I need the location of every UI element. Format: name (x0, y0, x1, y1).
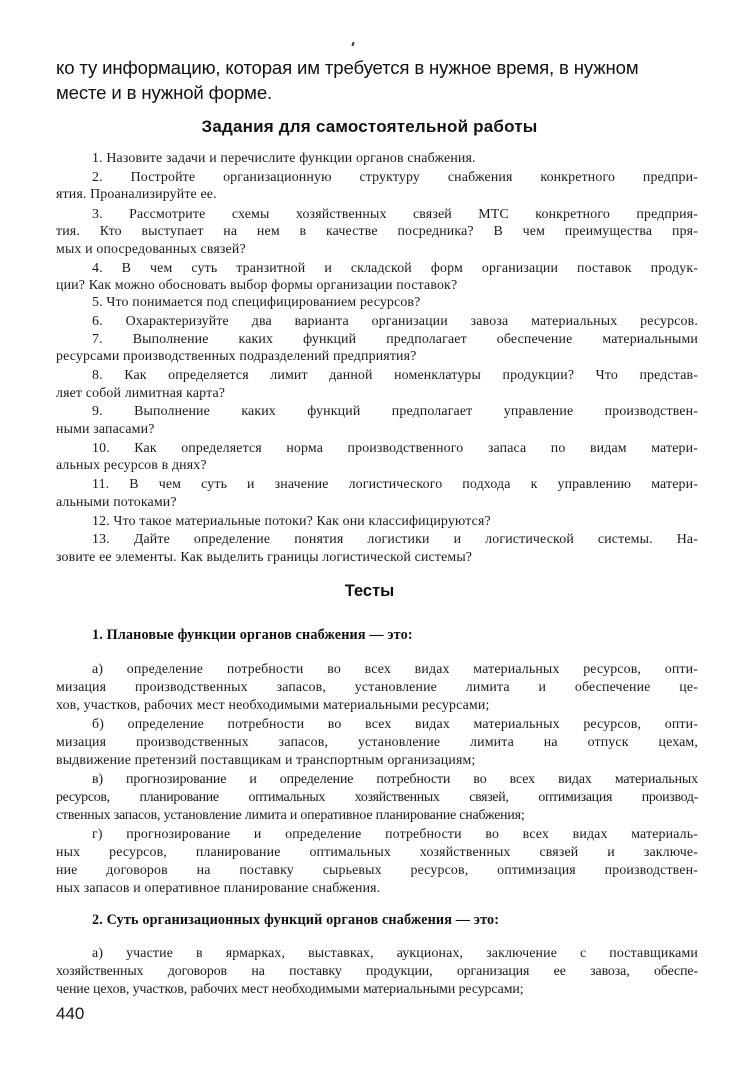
task-line: 11. В чем суть и значение логистического подхода к управлению матери- (92, 477, 698, 492)
answer-line: ние договоров на поставку сырьевых ресурсов, оптимизация производствен- (56, 863, 698, 878)
task-line: 13. Дайте определение понятия логистики и логистической системы. На- (92, 532, 698, 547)
task-line: ляет собой лимитная карта? (56, 386, 226, 401)
task-line: 6. Охарактеризуйте два варианта организации завоза материальных ресурсов. (92, 314, 698, 329)
task-line: тия. Кто выступает на нем в качестве посредника? В чем преимущества пря- (56, 224, 698, 239)
task-line: 7. Выполнение каких функций предполагает обеспечение материальными (92, 332, 698, 347)
answer-line: хов, участков, рабочих мест необходимыми материальными ресурсами; (56, 698, 490, 713)
page-number: 440 (56, 1004, 85, 1023)
tests-heading: Тесты (344, 582, 395, 600)
question-2-title: 2. Суть организационных функций органов снабжения — это: (92, 912, 500, 928)
task-line: ными запасами? (56, 422, 155, 437)
answer-line: мизация производственных запасов, установление лимита и обеспечение це- (56, 680, 698, 695)
task-line: 4. В чем суть транзитной и складской форм организации поставок продук- (92, 261, 698, 276)
task-line: 9. Выполнение каких функций предполагает управление производствен- (92, 404, 698, 419)
task-line: 2. Постройте организационную структуру снабжения конкретного предпри- (92, 170, 698, 185)
answer-line: ственных запасов, установление лимита и оперативное планирование снабжения; (56, 808, 525, 823)
task-line: 8. Как определяется лимит данной номенклатуры продукции? Что представ- (92, 368, 698, 383)
task-line: 5. Что понимается под специфицированием ресурсов? (92, 295, 421, 310)
task-line: мых и опосредованных связей? (56, 242, 246, 257)
answer-line: г) прогнозирование и определение потребности во всех видах материаль- (92, 827, 698, 842)
intro-line-1: ко ту информацию, которая им требуется в нужное время, в нужном (56, 57, 639, 78)
task-line: 12. Что такое материальные потоки? Как они классифицируются? (92, 514, 491, 529)
answer-line: мизация производственных запасов, установление лимита на отпуск цехам, (56, 735, 698, 750)
scan-speck (351, 42, 354, 46)
task-line: ятия. Проанализируйте ее. (56, 187, 217, 202)
answer-line: хозяйственных договоров на поставку продукции, организация ее завоза, обеспе- (56, 964, 698, 979)
task-line: ресурсами производственных подразделений предприятия? (56, 349, 417, 364)
answer-line: чение цехов, участков, рабочих мест необходимыми материальными ресурсами; (56, 982, 524, 997)
intro-line-2: месте и в нужной форме. (56, 82, 273, 103)
answer-line: а) определение потребности во всех видах материальных ресурсов, опти- (92, 662, 698, 677)
answer-line: ресурсов, планирование оптимальных хозяйственных связей, оптимизация производ- (56, 790, 698, 805)
answer-line: в) прогнозирование и определение потребности во всех видах материальных (92, 772, 698, 787)
answer-line: ных ресурсов, планирование оптимальных хозяйственных связей и заключе- (56, 845, 698, 860)
answer-line: а) участие в ярмарках, выставках, аукционах, заключение с поставщиками (92, 946, 698, 961)
answer-line: б) определение потребности во всех видах материальных ресурсов, опти- (92, 717, 698, 732)
task-line: ции? Как можно обосновать выбор формы организации поставок? (56, 278, 458, 293)
task-line: альными потоками? (56, 495, 177, 510)
answer-line: ных запасов и оперативное планирование снабжения. (56, 881, 381, 896)
answer-line: выдвижение претензий поставщикам и транспортным организациям; (56, 753, 476, 768)
task-line: 10. Как определяется норма производственного запаса по видам матери- (92, 441, 698, 456)
task-line: альных ресурсов в днях? (56, 458, 207, 473)
task-line: 1. Назовите задачи и перечислите функции органов снабжения. (92, 151, 476, 166)
tasks-heading: Задания для самостоятельной работы (201, 117, 538, 136)
task-line: 3. Рассмотрите схемы хозяйственных связей МТС конкретного предприя- (92, 207, 698, 222)
question-1-title: 1. Плановые функции органов снабжения — это: (92, 627, 413, 643)
task-line: зовите ее элементы. Как выделить границы логистической системы? (56, 550, 473, 565)
